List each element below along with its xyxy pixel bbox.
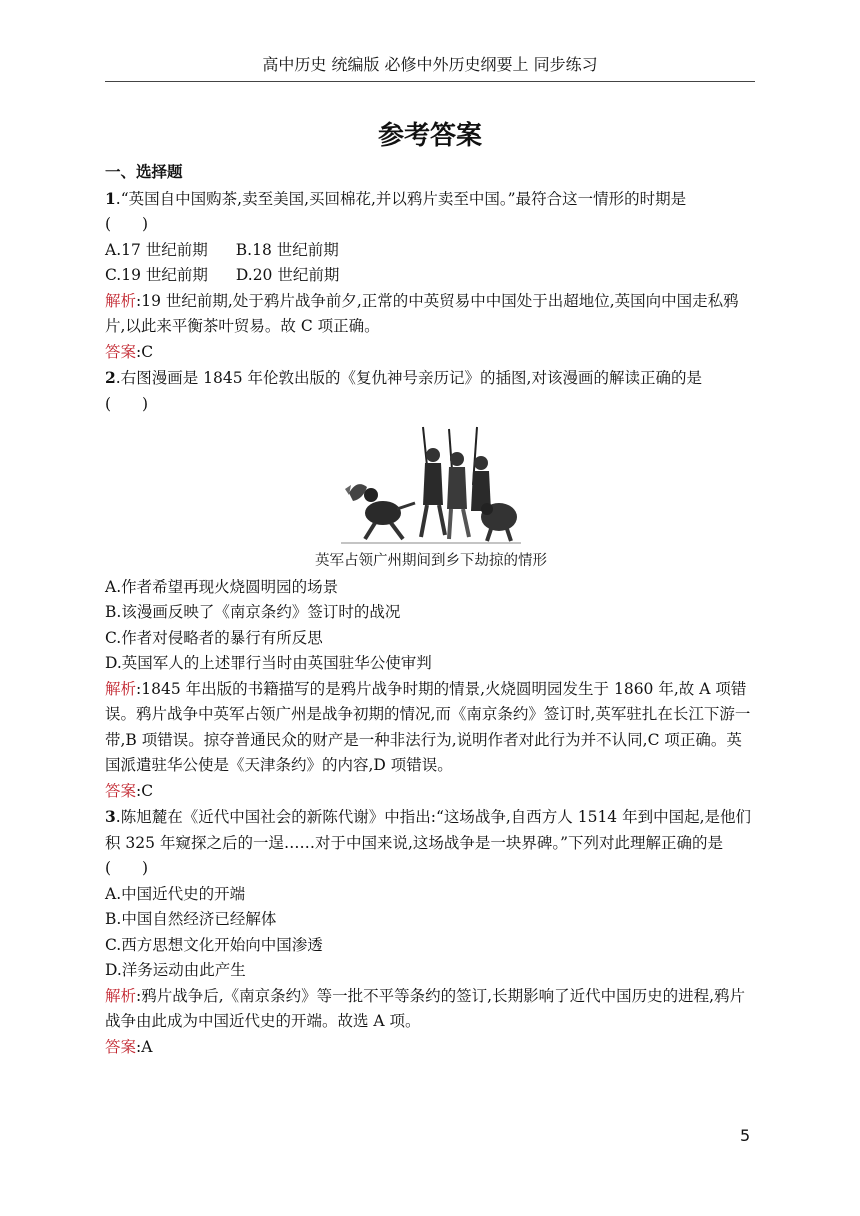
- option-b: B.18 世纪前期: [235, 240, 339, 259]
- question-number: 2: [105, 368, 116, 387]
- answer-value: :C: [136, 342, 154, 361]
- option-a: A.作者希望再现火烧圆明园的场景: [105, 577, 339, 596]
- option-c: C.19 世纪前期: [105, 266, 208, 284]
- option-d: D.英国军人的上述罪行当时由英国驻华公使审判: [105, 654, 432, 672]
- content-body: [105, 160, 757, 1060]
- analysis-text: :1845 年出版的书籍描写的是鸦片战争时期的情景,火烧圆明园发生于 1860 年,故 A 项错误。鸦片战争中英军占领广州是战争初期的情况,而《南京条约》签订时,英军驻扎在长江下游一带,B 项错误。掠夺普通民众的财产是一种非法行为,说明作者对此行为并不认同,C 项正确。英国派遣驻华公使是《天津条约》的内容,D 项错误。: [105, 679, 751, 774]
- answer-value: :C: [136, 781, 154, 800]
- analysis: [105, 289, 757, 340]
- option-b: B.中国自然经济已经解体: [105, 910, 277, 928]
- question-stem: [105, 365, 757, 392]
- option-d: D.洋务运动由此产生: [105, 961, 246, 979]
- answer-label: 答案: [105, 781, 137, 800]
- question-text: .陈旭麓在《近代中国社会的新陈代谢》中指出:“这场战争,自西方人 1514 年到中国起,是他们积 325 年窥探之后的一逞……对于中国来说,这场战争是一块界碑。”下列对此理解正确的是( ): [105, 808, 752, 877]
- option-b: B.该漫画反映了《南京条约》签订时的战况: [105, 603, 401, 621]
- analysis-text: :19 世纪前期,处于鸦片战争前夕,正常的中英贸易中中国处于出超地位,英国向中国走私鸦片,以此来平衡茶叶贸易。故 C 项正确。: [105, 291, 739, 335]
- cartoon-illustration: [341, 425, 521, 547]
- page-header: 高中历史 统编版 必修中外历史纲要上 同步练习: [105, 52, 755, 82]
- section-heading: 一、选择题: [105, 163, 183, 181]
- question-3: [105, 804, 757, 1060]
- question-stem: [105, 804, 757, 882]
- answer: [105, 340, 757, 366]
- figure-caption: 英军占领广州期间到乡下劫掠的情形: [315, 553, 547, 569]
- analysis-label: 解析: [105, 679, 137, 698]
- answer-bracket: ( ): [105, 394, 149, 413]
- answer: [105, 779, 757, 805]
- analysis-text: :鸦片战争后,《南京条约》等一批不平等条约的签订,长期影响了近代中国历史的进程,鸦片战争由此成为中国近代史的开端。故选 A 项。: [105, 986, 746, 1030]
- question-number: 1: [105, 188, 116, 208]
- answer-label: 答案: [105, 1037, 137, 1056]
- page-title: 参考答案: [377, 121, 482, 151]
- question-stem: [105, 186, 757, 213]
- question-number: 3: [105, 807, 116, 826]
- answer-value: :A: [136, 1037, 153, 1056]
- question-text: .右图漫画是 1845 年伦敦出版的《复仇神号亲历记》的插图,对该漫画的解读正确的是: [115, 369, 702, 387]
- cartoon-figure: [105, 425, 757, 547]
- option-row: [105, 263, 757, 289]
- option-d: D.20 世纪前期: [235, 266, 340, 284]
- option-a: A.中国近代史的开端: [105, 884, 246, 903]
- analysis-label: 解析: [105, 986, 137, 1005]
- analysis-label: 解析: [105, 291, 137, 310]
- option-a: A.17 世纪前期: [105, 240, 208, 259]
- page-number: 5: [740, 1126, 751, 1145]
- answer-label: 答案: [105, 342, 137, 361]
- option-c: C.作者对侵略者的暴行有所反思: [105, 628, 323, 647]
- question-1: [105, 186, 757, 366]
- option-c: C.西方思想文化开始向中国渗透: [105, 935, 323, 954]
- analysis: [105, 677, 757, 779]
- analysis: [105, 984, 757, 1035]
- option-row: [105, 238, 757, 264]
- answer: [105, 1035, 757, 1061]
- question-text: .“英国自中国购茶,卖至美国,买回棉花,并以鸦片卖至中国。”最符合这一情形的时期是: [115, 189, 687, 208]
- question-2: [105, 365, 757, 804]
- answer-bracket: ( ): [105, 215, 149, 233]
